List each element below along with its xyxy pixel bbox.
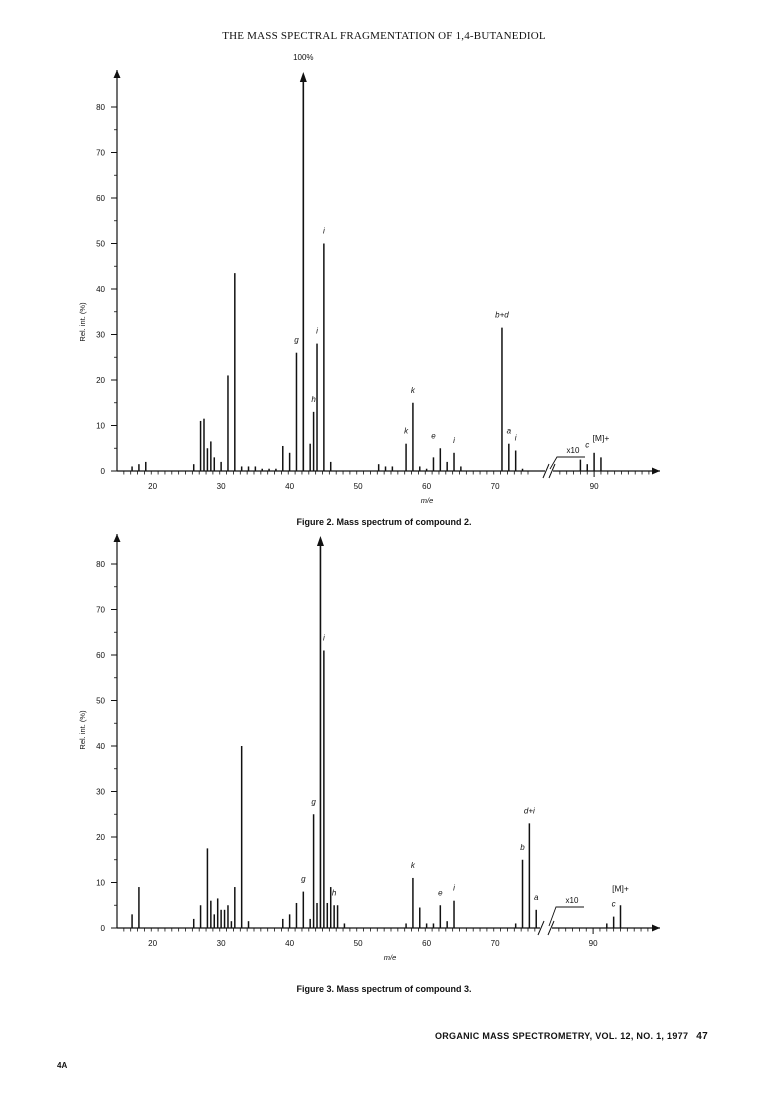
x-axis-label: m/e	[420, 496, 434, 505]
x-tick-label: 90	[588, 939, 598, 948]
x-tick-label: 40	[285, 482, 295, 491]
spectrum-figure-3	[0, 532, 768, 982]
page-number: 47	[696, 1031, 708, 1042]
y-tick-label: 20	[96, 376, 105, 385]
figure-3-caption-label: Figure 3.	[296, 984, 334, 994]
running-title: THE MASS SPECTRAL FRAGMENTATION OF 1,4-BUTANEDIOL	[222, 30, 546, 42]
x-tick-label: 60	[422, 482, 432, 491]
peak-offscale-arrow	[300, 72, 307, 82]
y-tick-label: 60	[96, 194, 105, 203]
off-scale-label: 100%	[293, 53, 314, 62]
peak-label: [M]+	[612, 883, 629, 894]
figure-2-caption-text: Mass spectrum of compound 2.	[336, 517, 472, 527]
peak-label: c	[611, 899, 616, 909]
figure-2-caption	[0, 517, 768, 527]
x-tick-label: 50	[353, 939, 363, 948]
x-tick-label: 20	[148, 482, 158, 491]
y-tick-label: 30	[96, 330, 105, 340]
peak-label: i	[453, 883, 455, 893]
x-tick-label: 70	[490, 482, 500, 491]
figure-2-caption-label: Figure 2.	[296, 517, 334, 527]
x-tick-label: 20	[148, 939, 158, 948]
figure-3-caption	[0, 984, 768, 994]
scale-note: x10	[565, 896, 579, 905]
y-tick-label: 50	[96, 239, 105, 249]
y-tick-label: 60	[96, 651, 105, 660]
y-axis-label: Rel. int. (%)	[78, 710, 87, 750]
peak-label: k	[410, 860, 415, 870]
x-tick-label: 40	[285, 939, 295, 948]
x-tick-label: 90	[589, 482, 599, 491]
page-code: 4A	[57, 1061, 68, 1070]
y-tick-label: 0	[100, 467, 105, 476]
y-tick-label: 0	[100, 924, 105, 933]
y-axis-label: Rel. int. (%)	[78, 302, 87, 342]
peak-label: a	[506, 426, 512, 436]
peak-label: h	[331, 888, 337, 898]
y-tick-label: 40	[96, 742, 105, 751]
x-axis-arrow	[652, 468, 660, 475]
y-tick-label: 10	[96, 878, 105, 888]
y-tick-label: 40	[96, 285, 105, 294]
x-tick-label: 70	[490, 939, 500, 948]
x-axis-label: m/e	[383, 953, 397, 962]
peak-label: [M]+	[592, 433, 610, 444]
footer-journal: ORGANIC MASS SPECTROMETRY, VOL. 12, NO. 1, 1977	[434, 1031, 689, 1041]
y-tick-label: 80	[96, 103, 105, 112]
y-tick-label: 70	[96, 605, 105, 615]
peak-label: a	[533, 892, 539, 902]
peak-label: i	[514, 433, 517, 443]
y-tick-label: 70	[96, 148, 105, 158]
peak-label: i	[316, 326, 318, 336]
figure-3-caption-text: Mass spectrum of compound 3.	[336, 984, 472, 994]
peak-label: g	[301, 874, 306, 884]
x-tick-label: 30	[216, 482, 226, 491]
scale-note: x10	[566, 446, 580, 455]
peak-label: k	[410, 385, 415, 395]
y-tick-label: 30	[96, 787, 105, 797]
x-axis-arrow	[652, 925, 660, 932]
x-tick-label: 30	[216, 939, 226, 948]
peak-label: g	[311, 797, 316, 807]
peak-label: g	[294, 335, 299, 345]
spectrum-figure-2	[0, 50, 768, 520]
peak-offscale-arrow	[317, 536, 324, 546]
peak-label: i	[322, 226, 325, 236]
peak-label: e	[438, 888, 443, 898]
peak-label: c	[585, 440, 590, 450]
peak-label: e	[431, 431, 436, 441]
y-tick-label: 10	[96, 421, 105, 431]
y-tick-label: 20	[96, 833, 105, 842]
y-tick-label: 50	[96, 696, 105, 706]
peak-label: d+i	[523, 806, 535, 816]
peak-label: k	[404, 426, 409, 436]
y-axis-arrow	[114, 70, 121, 78]
peak-label: i	[453, 435, 455, 445]
peak-label: b	[520, 842, 525, 852]
scale-note-bracket	[549, 907, 584, 926]
y-axis-arrow	[114, 534, 121, 542]
peak-label: h	[311, 394, 316, 404]
peak-label: b+d	[495, 310, 509, 320]
peak-label: i	[322, 633, 325, 643]
x-tick-label: 50	[353, 482, 363, 491]
page-footer	[435, 1031, 708, 1042]
x-tick-label: 60	[422, 939, 432, 948]
y-tick-label: 80	[96, 560, 105, 569]
